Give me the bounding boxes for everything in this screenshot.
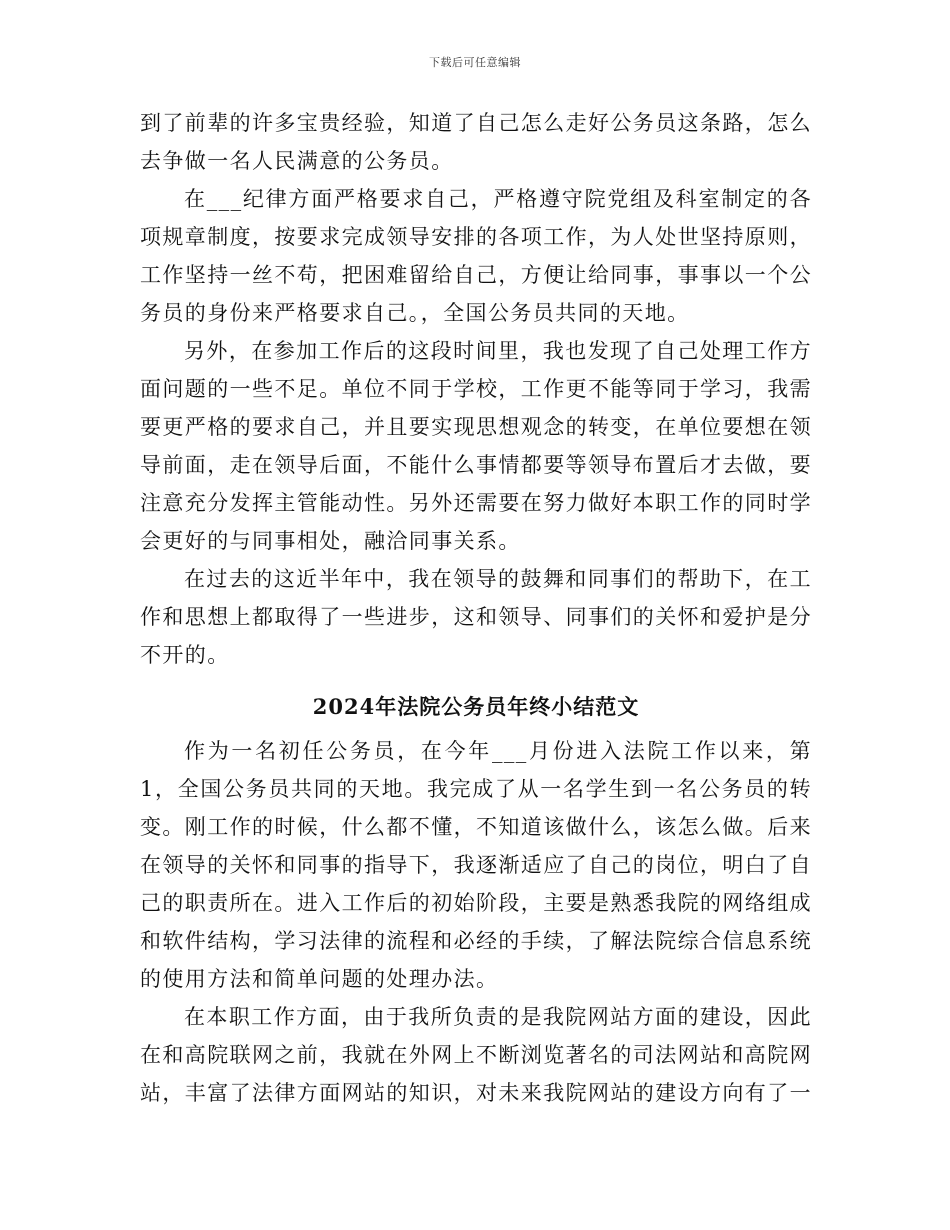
paragraph: 在过去的这近半年中，我在领导的鼓舞和同事们的帮助下，在工作和思想上都取得了一些进步，这和领导、同事们的关怀和爱护是分不开的。	[140, 567, 812, 667]
page-header-note: 下载后可任意编辑	[429, 56, 521, 69]
paragraph: 另外，在参加工作后的这段时间里，我也发现了自己处理工作方面问题的一些不足。单位不同于学校，工作更不能等同于学习，我需要更严格的要求自己，并且要实现思想观念的转变，在单位要想在领导前面，走在领导后面，不能什么事情都要等领导布置后才去做，要注意充分发挥主管能动性。另外还需要在努力做好本职工作的同时学会更好的与同事相处，融洽同事关系。	[140, 339, 812, 553]
paragraph: 作为一名初任公务员，在今年___月份进入法院工作以来，第1，全国公务员共同的天地。我完成了从一名学生到一名公务员的转变。刚工作的时候，什么都不懂，不知道该做什么，该怎么做。后来在领导的关怀和同事的指导下，我逐渐适应了自己的岗位，明白了自己的职责所在。进入工作后的初始阶段，主要是熟悉我院的网络组成和软件结构，学习法律的流程和必经的手续，了解法院综合信息系统的使用方法和简单问题的处理办法。	[140, 739, 812, 991]
paragraph: 到了前辈的许多宝贵经验，知道了自己怎么走好公务员这条路，怎么去争做一名人民满意的公务员。	[140, 111, 812, 173]
section-title: 2024年法院公务员年终小结范文	[312, 694, 640, 719]
paragraph: 在___纪律方面严格要求自己，严格遵守院党组及科室制定的各项规章制度，按要求完成领导安排的各项工作，为人处世坚持原则，工作坚持一丝不苟，把困难留给自己，方便让给同事，事事以一个公务员的身份来严格要求自己。，全国公务员共同的天地。	[140, 187, 812, 325]
document-body	[140, 104, 812, 1112]
paragraph: 在本职工作方面，由于我所负责的是我院网站方面的建设，因此在和高院联网之前，我就在外网上不断浏览著名的司法网站和高院网站，丰富了法律方面网站的知识，对未来我院网站的建设方向有了一	[140, 1005, 812, 1105]
